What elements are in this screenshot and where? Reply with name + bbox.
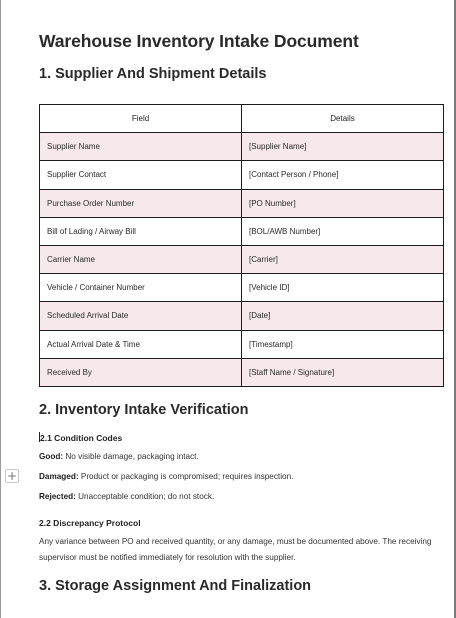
table-cell-details[interactable]: [Staff Name / Signature]: [242, 358, 444, 386]
table-cell-details[interactable]: [Timestamp]: [242, 330, 444, 358]
condition-text: No visible damage, packaging intact.: [63, 452, 199, 461]
table-cell-field[interactable]: Supplier Name: [40, 133, 242, 161]
table-cell-details[interactable]: [PO Number]: [242, 189, 444, 217]
section-2-heading[interactable]: 2. Inventory Intake Verification: [39, 402, 249, 418]
condition-code-good[interactable]: [39, 452, 199, 461]
table-row: [40, 302, 444, 330]
table-header-field[interactable]: Field: [40, 105, 242, 133]
table-cell-field[interactable]: Purchase Order Number: [40, 189, 242, 217]
table-cell-details[interactable]: [Date]: [242, 302, 444, 330]
table-row: [40, 274, 444, 302]
condition-code-rejected[interactable]: [39, 492, 214, 501]
add-block-icon[interactable]: +: [6, 469, 18, 483]
table-row: [40, 217, 444, 245]
table-header-row: [40, 105, 444, 133]
table-header-details[interactable]: Details: [242, 105, 444, 133]
condition-code-damaged[interactable]: [39, 472, 293, 481]
document-title[interactable]: Warehouse Inventory Intake Document: [39, 31, 359, 51]
table-row: [40, 245, 444, 273]
discrepancy-paragraph[interactable]: Any variance between PO and received quantity, or any damage, must be documented above. The receiving supervisor must be notified immediately for resolution with the supplier.: [39, 537, 432, 562]
section-1-heading[interactable]: 1. Supplier And Shipment Details: [39, 66, 267, 82]
table-cell-details[interactable]: [BOL/AWB Number]: [242, 217, 444, 245]
condition-text: Unacceptable condition; do not stock.: [75, 492, 215, 501]
condition-label: Rejected:: [39, 492, 76, 501]
table-row: [40, 161, 444, 189]
table-cell-field[interactable]: Actual Arrival Date & Time: [40, 330, 242, 358]
condition-text: Product or packaging is compromised; requires inspection.: [78, 472, 294, 481]
table-cell-details[interactable]: [Vehicle ID]: [242, 274, 444, 302]
condition-label: Good:: [39, 452, 64, 461]
table-row: [40, 133, 444, 161]
window-left-border: [0, 0, 1, 618]
table-cell-field[interactable]: Vehicle / Container Number: [40, 274, 242, 302]
table-cell-field[interactable]: Bill of Lading / Airway Bill: [40, 217, 242, 245]
table-cell-field[interactable]: Scheduled Arrival Date: [40, 302, 242, 330]
table-row: [40, 330, 444, 358]
table-row: [40, 358, 444, 386]
condition-codes-heading[interactable]: [39, 432, 122, 443]
condition-label: Damaged:: [39, 472, 79, 481]
condition-codes-heading-text: 2.1 Condition Codes: [40, 433, 123, 443]
section-3-heading[interactable]: 3. Storage Assignment And Finalization: [39, 578, 312, 594]
table-cell-details[interactable]: [Carrier]: [242, 245, 444, 273]
table-row: [40, 189, 444, 217]
table-cell-details[interactable]: [Contact Person / Phone]: [242, 161, 444, 189]
table-cell-field[interactable]: Received By: [40, 358, 242, 386]
table-cell-details[interactable]: [Supplier Name]: [242, 133, 444, 161]
table-cell-field[interactable]: Carrier Name: [40, 245, 242, 273]
supplier-details-table: [39, 104, 444, 387]
discrepancy-heading[interactable]: 2.2 Discrepancy Protocol: [39, 518, 141, 528]
table-cell-field[interactable]: Supplier Contact: [40, 161, 242, 189]
